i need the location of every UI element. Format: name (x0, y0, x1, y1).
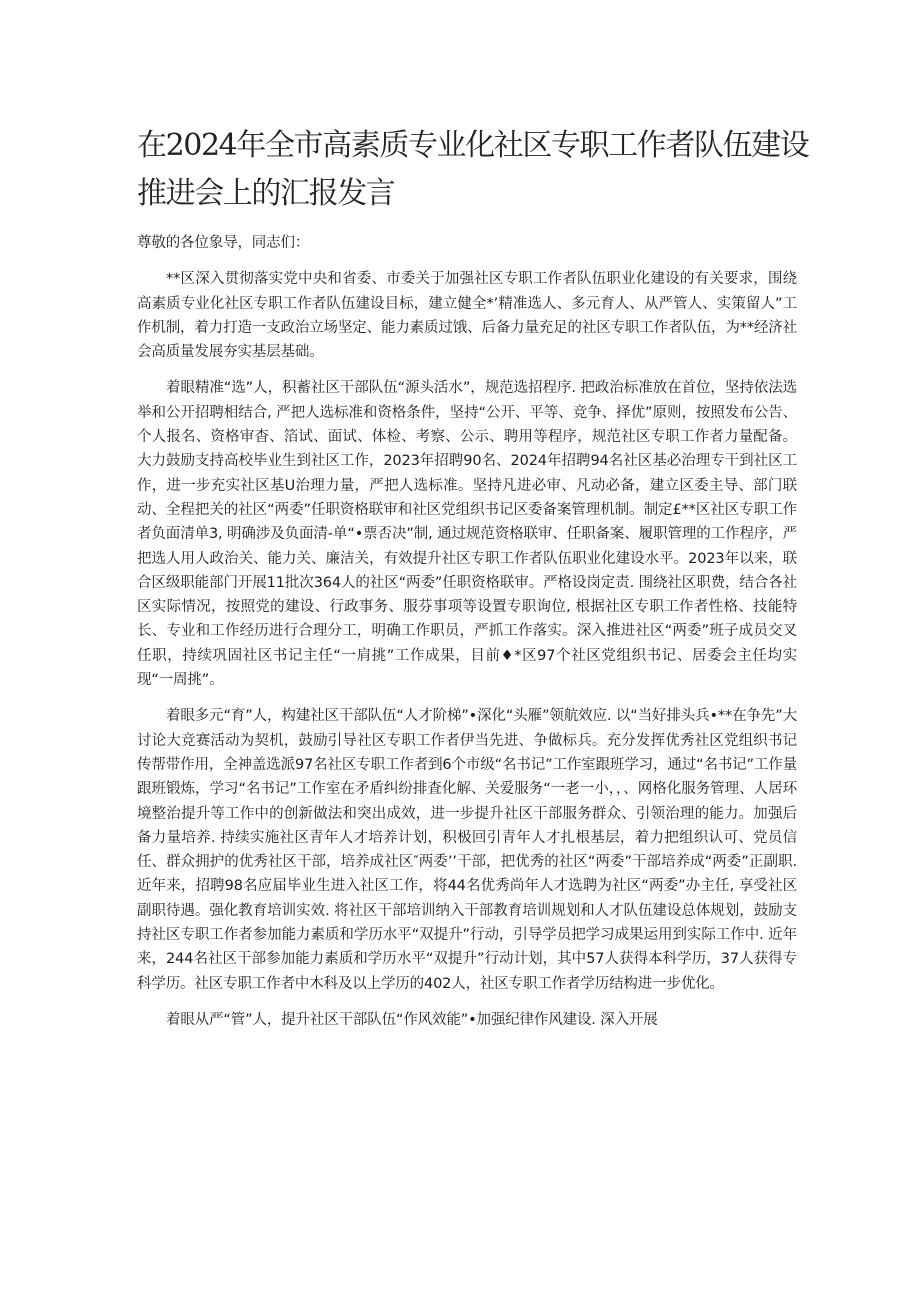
document-body (137, 231, 797, 1044)
title-line-2: 推进会上的汇报发言 (137, 176, 395, 211)
paragraph-cultivate: 着眼多元“育”人，构建社区干部队伍“人才阶梯”•深化“头雁”领航效应. 以“当好排头兵•**在争先”大讨论大竞赛活动为契机，鼓励引导社区专职工作者伊当先进、争做标兵。充分发挥优秀社区党组织书记传帮带作用，全神盖选派97名社区专职工作者到6个市级“名书记”工作室跟班学习，通过“名书记”工作量跟班锻炼，学习“名书记”工作室在矛盾纠纷排査化解、关爱服务“一老一小，，、网格化服务管理、人居环境整治提升等工作中的创新做法和突出成效，进一步提升社区干部服务群众、引领治理的能力。加强后备力量培养. 持续实施社区青年人才培养计划，积极回引青年人才扎根基层，着力把组织认可、党员信任、群众拥护的优秀社区干部，培养成社区″两委’’干部，把优秀的社区“两委”干部培养成“两委”正副职. 近年来，招聘98名应届毕业生进入社区工作，将44名优秀尚年人才选聘为社区“两委”办主任, 享受社区副职待遇。强化教育培训实效. 将社区干部培训纳入干部教育培训规划和人才队伍建设总体规划，鼓励支持社区专职工作者参加能力素质和学历水平“双提升”行动，引导学员把学习成果运用到实际工作中. 近年来，244名社区干部参加能力素质和学历水平“双提升”行动计划，其中57人获得本科学历，37人获得专科学历。社区专职工作者中木科及以上学历的402人，社区专职工作者学历结构进一步优化。 (137, 708, 797, 992)
paragraph-intro: **区深入贯彻落实党中央和省委、市委关于加强社区专职工作者队伍职业化建设的有关要求，围绕高素质专业化社区专职工作者队伍建设目标，建立健全*’精准选人、多元育人、从严管人、实策留人”工作机制，着力打造一支政治立场坚定、能力素质过饿、后备力量充足的社区专职工作者队伍，为**经济社会高质量发展夯实基层基础。 (137, 271, 797, 361)
paragraph-manage: 着眼从严“管”人，提升社区干部队伍“作风效能”•加强纪律作风建设. 深入开展 (166, 1011, 658, 1028)
paragraph-select: 着眼精准“选”人，积蓄社区干部队伍“源头活水”，规范选招程序. 把政治标准放在首位，坚持依法选举和公开招聘相结合, 严把人选标准和资格条件，坚持“公开、平等、竞争、择优”原则，按照发布公告、个人报名、资格审杳、箔试、面试、体检、考察、公示、聘用等程序，规范社区专职工作者力量配备。大力鼓励支持高校毕业生到社区工作，2023年招聘90名、2024年招聘94名社区基必治理专干到社区工作，进一步充实社区基U治理力量，严把人选标准。坚持凡进必审、凡动必备，建立区委主导、部门联动、全程把关的社区“两委”任职资格联审和社区党组织书记区委备案管理机制。制定£**区社区专职工作者负面清单3, 明确涉及负面清-单“•票否决”制, 通过规范资格联审、任职备案、履职管理的工作程序，严把选人用人政治关、能力关、廉洁关，有效提升社区专职工作者队伍职业化建设水平。2023年以来，联合区级职能部门开展11批次364人的社区“两委”任职资格联审。严格设岗定责. 围绕社区职费，结合各社区实际情况，按照党的建设、行政事务、服芬事项等设置专职询位, 根据社区专职工作者性格、技能特长、专业和工作经历进行合理分工，明确工作职员，严抓工作落实。深入推进社区“两委”班子成员交叉任职，持续巩固社区书记主任“一肩挑”工作成果，目前♦*区97个社区党组织书记、居委会主任均实现“一周挑”。 (137, 380, 797, 689)
page-title (137, 122, 817, 218)
salutation: 尊敬的各位象导，同志们： (137, 235, 310, 251)
title-line-1: 在2024年全市高素质专业化社区专职工作者队伍建设 (137, 128, 809, 163)
